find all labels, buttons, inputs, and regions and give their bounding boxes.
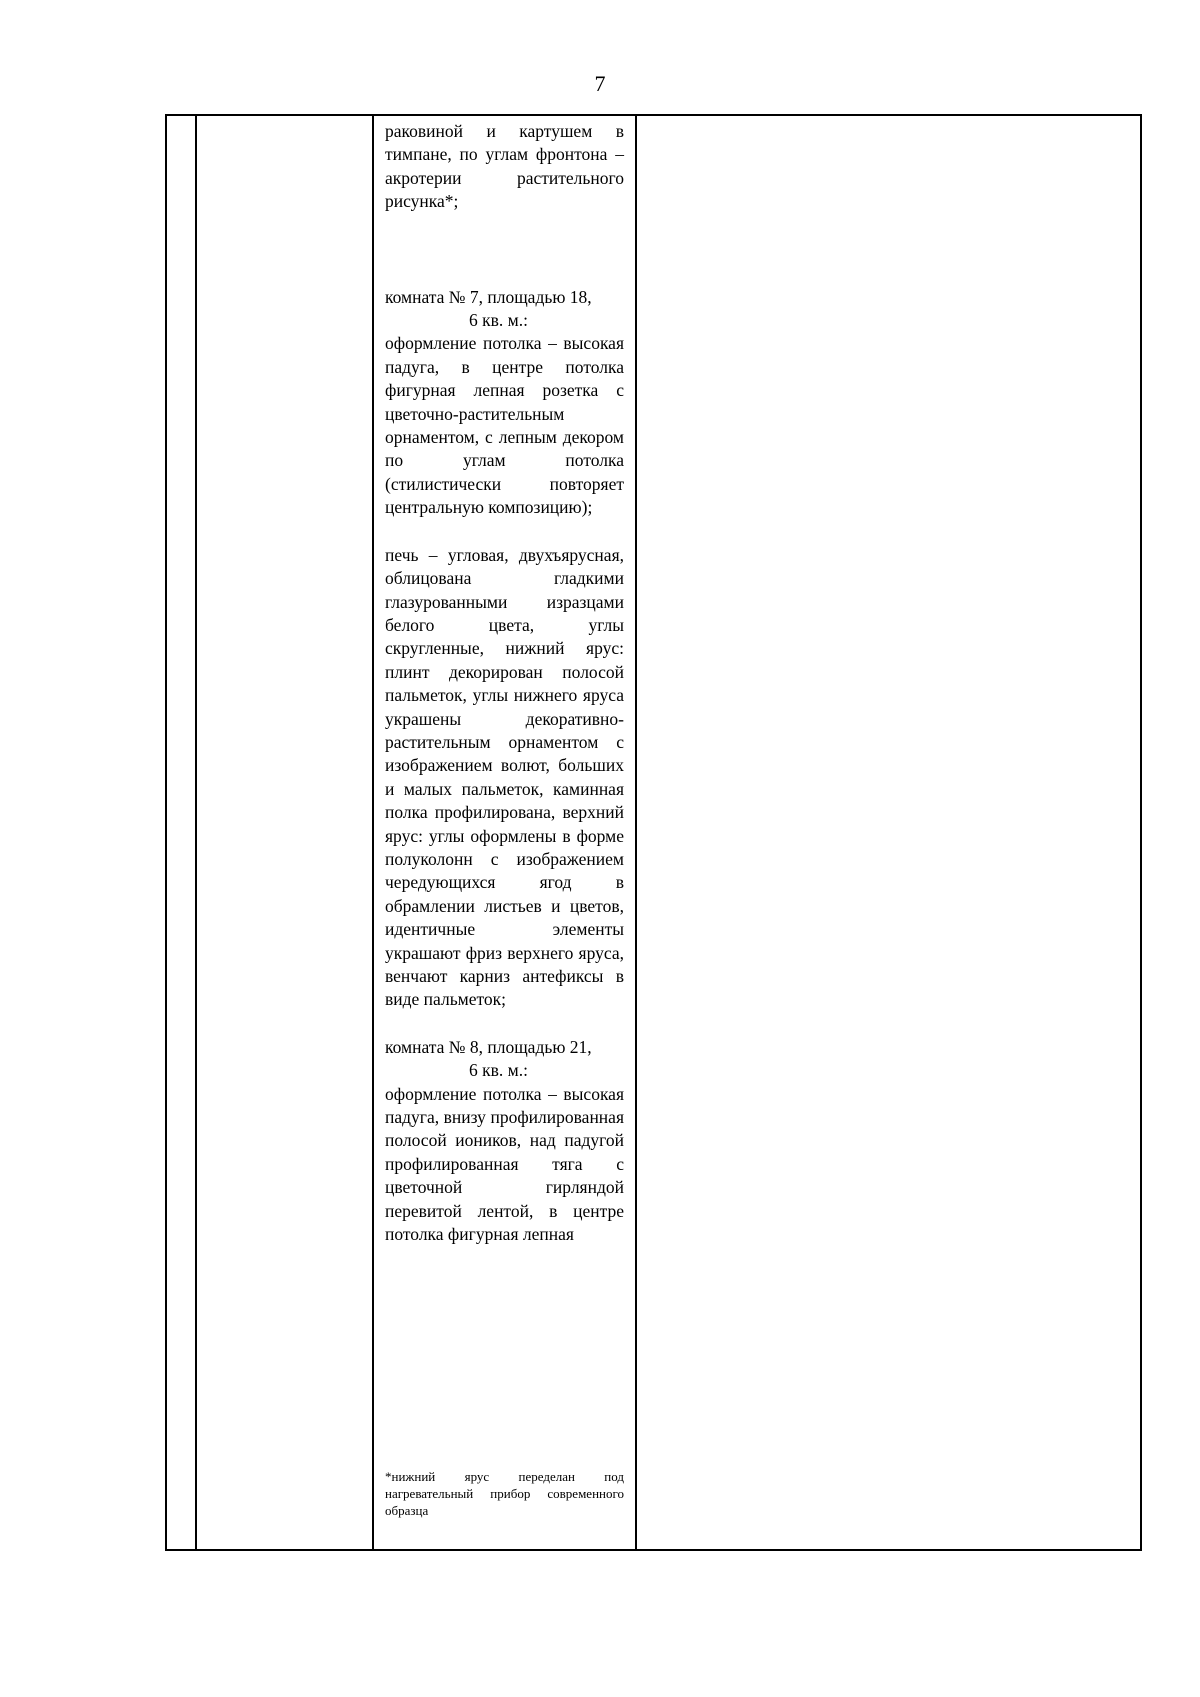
table-row: [166, 115, 1141, 1550]
table-cell-description: [373, 115, 636, 1550]
room8-heading: [385, 1036, 624, 1083]
page-number: 7: [594, 71, 606, 96]
paragraph-pediment: раковиной и картушем в тимпане, по углам фронтона – акротерии растительного рисунка*;: [385, 121, 624, 212]
room8-heading-line1: комната № 8, площадью 21,: [385, 1036, 592, 1057]
room7-heading-line1: комната № 7, площадью 18,: [385, 286, 592, 307]
description-text: [374, 116, 635, 1541]
table-cell-notes: [636, 115, 1141, 1550]
table-cell-object-name: [196, 115, 373, 1550]
paragraph-room8-ceiling: оформление потолка – высокая падуга, внизу профилированная полосой иоников, над падугой профилированная тяга с цветочной гирляндой перевитой лентой, в центре потолка фигурная лепная: [385, 1083, 624, 1245]
document-table: [165, 114, 1142, 1551]
paragraph-room7-ceiling: оформление потолка – высокая падуга, в центре потолка фигурная лепная розетка с цветочно-растительным орнаментом, с лепным декором по углам потолка (стилистически повторяет центральную композицию);: [385, 333, 624, 518]
room7-heading-line2: 6 кв. м.:: [469, 310, 528, 331]
footnote: *нижний ярус переделан под нагревательный прибор современного образца: [385, 1469, 624, 1518]
paragraph-stove: печь – угловая, двухъярусная, облицована гладкими глазурованными изразцами белого цвета, углы скругленные, нижний ярус: плинт декорирован полосой пальметок, углы нижнего яруса украшены декоративно-растительным орнаментом с изображением волют, больших и малых пальметок, каминная полка профилирована, верхний ярус: углы оформлены в форме полуколонн с изображением чередующихся ягод в обрамлении листьев и цветов, идентичные элементы украшают фриз верхнего яруса, венчают карниз антефиксы в виде пальметок;: [385, 544, 624, 1010]
room7-heading: [385, 286, 624, 333]
table-cell-number: [166, 115, 196, 1550]
room8-heading-line2: 6 кв. м.:: [469, 1060, 528, 1081]
